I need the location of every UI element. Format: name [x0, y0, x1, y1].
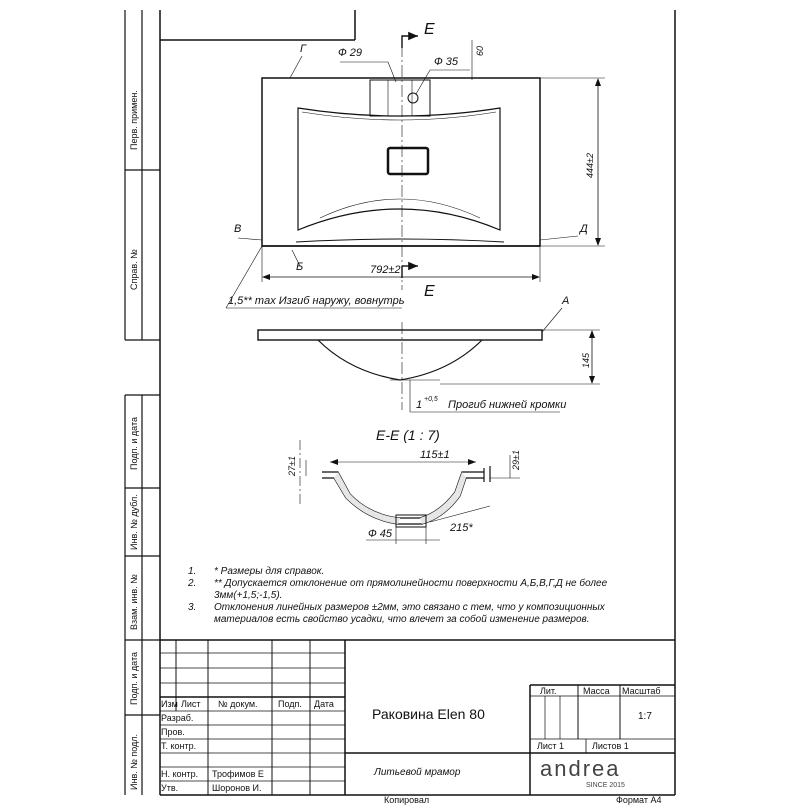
dim-27: 27±1 — [287, 456, 297, 476]
note-text: Отклонения линейных размеров ±2мм, это связано с тем, что у композиционных — [214, 602, 605, 613]
tb-scale: 1:7 — [638, 711, 652, 722]
note-row — [188, 578, 607, 590]
note-bend: 1,5** max Изгиб наружу, вовнутрь — [228, 295, 405, 307]
tb-razrab: Разраб. — [161, 713, 194, 723]
note-text: ** Допускается отклонение от прямолинейности поверхности А,Б,В,Г,Д не более — [214, 578, 608, 589]
notes-block — [188, 566, 607, 626]
note-number — [188, 614, 214, 626]
section-mark-top: Е — [424, 21, 435, 38]
dim-dia-29: Ф 29 — [338, 47, 363, 59]
section-view — [300, 440, 520, 544]
note-row — [188, 614, 607, 626]
dim-dia-45: Ф 45 — [368, 528, 393, 540]
label-surface-b: Б — [296, 261, 304, 273]
note-row — [188, 566, 607, 578]
dim-60: 60 — [475, 45, 485, 56]
note-number: 3. — [188, 602, 197, 613]
note-sag-tolerance: +0,5 — [424, 396, 438, 403]
tb-header-izm: Изм — [161, 699, 178, 709]
dim-29: 29±1 — [511, 450, 521, 470]
tb-masshtab: Масштаб — [622, 686, 661, 696]
side-label-perv-primen: Перв. примен. — [129, 90, 139, 150]
label-surface-g: Г — [300, 43, 306, 55]
tb-sheet: Лист 1 — [537, 741, 565, 751]
company-logo: andrea — [540, 756, 621, 781]
dim-145: 145 — [581, 352, 591, 368]
note-number: 2. — [188, 578, 197, 589]
tb-format: Формат А4 — [616, 795, 662, 805]
dim-792: 792±2 — [370, 264, 401, 276]
side-label-inv-podl: Инв. № подл. — [129, 733, 139, 790]
dim-444: 444±2 — [585, 153, 595, 178]
tb-header-doc: № докум. — [218, 699, 258, 709]
product-name: Раковина Elen 80 — [372, 706, 485, 722]
label-surface-d: Д — [580, 223, 588, 235]
tb-header-podp: Подп. — [278, 699, 302, 709]
dim-dia-35: Ф 35 — [434, 56, 459, 68]
note-text: 3мм(+1,5;-1,5). — [214, 590, 283, 601]
note-sag-value: 1 — [416, 399, 423, 411]
note-number — [188, 590, 214, 602]
section-title: Е-Е (1 : 7) — [376, 427, 440, 443]
label-surface-a: А — [562, 295, 570, 307]
label-surface-v: В — [234, 223, 242, 235]
tb-prov: Пров. — [161, 727, 185, 737]
tb-nkontr-name: Трофимов Е — [212, 769, 264, 779]
tb-utv: Утв. — [161, 783, 179, 793]
tb-kopiroval: Копировал — [384, 795, 430, 805]
tb-massa: Масса — [583, 686, 610, 696]
note-row — [188, 602, 607, 614]
tb-nkontr: Н. контр. — [161, 769, 199, 779]
tb-header-list: Лист — [181, 699, 201, 709]
dim-215: 215* — [450, 522, 473, 534]
tb-header-data: Дата — [314, 699, 334, 709]
company-logo-since: SINCE 2015 — [586, 782, 625, 789]
tb-lit: Лит. — [540, 686, 557, 696]
side-label-inv-dubl: Инв. № дубл. — [129, 494, 139, 550]
note-row — [188, 590, 607, 602]
dim-115: 115±1 — [420, 449, 450, 461]
section-mark-bottom: Е — [424, 283, 435, 300]
sink-top-view — [226, 36, 605, 308]
tb-tkontr: Т. контр. — [161, 741, 197, 751]
note-number: 1. — [188, 566, 197, 577]
note-text: материалов есть свойство усадки, что влечет за собой изменение размеров. — [214, 614, 590, 625]
side-label-podp-data-1: Подп. и дата — [129, 416, 139, 470]
side-label-podp-data-2: Подп. и дата — [129, 651, 139, 705]
tb-utv-name: Шоронов И. — [212, 783, 262, 793]
side-label-vzam-inv: Взам. инв. № — [129, 574, 139, 630]
note-text: * Размеры для справок. — [214, 566, 325, 577]
side-label-sprav-no: Справ. № — [129, 249, 139, 290]
note-sag-text: Прогиб нижней кромки — [448, 399, 567, 411]
material: Литьевой мрамор — [374, 767, 461, 778]
tb-sheets-total: Листов 1 — [592, 741, 629, 751]
